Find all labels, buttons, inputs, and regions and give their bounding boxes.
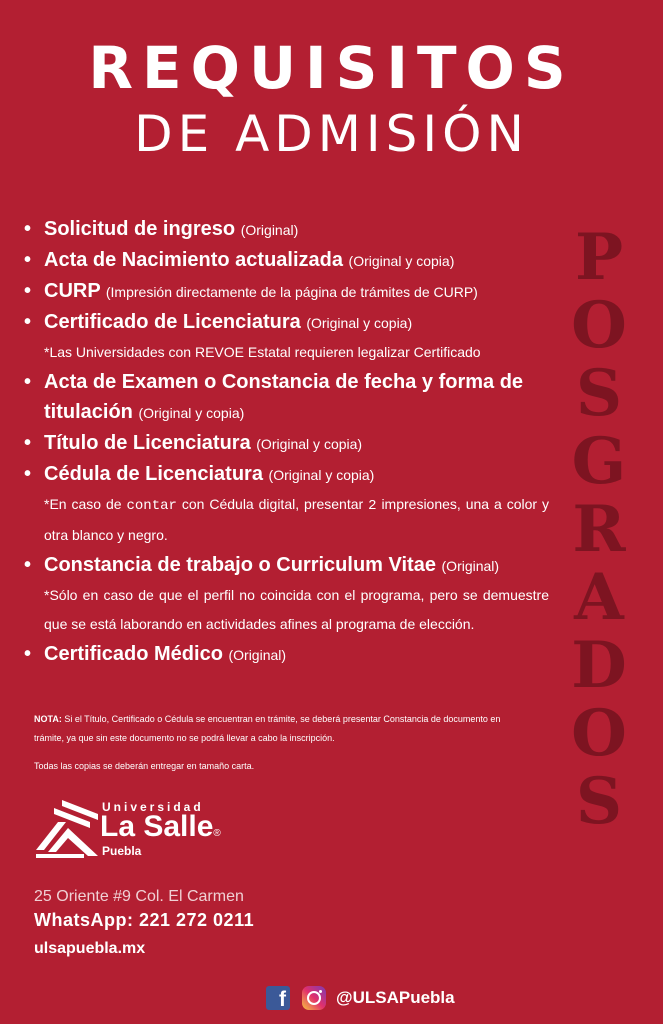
requirement-item xyxy=(24,276,549,307)
requirement-label: Acta de Examen o Constancia de fecha y forma de titulación xyxy=(44,371,524,423)
website-link[interactable]: ulsapuebla.mx xyxy=(34,940,146,957)
facebook-icon[interactable]: f xyxy=(266,986,290,1010)
requirement-label: Certificado Médico xyxy=(44,643,223,665)
instagram-icon[interactable] xyxy=(302,986,326,1010)
requirement-note: (Original y copia) xyxy=(138,405,245,421)
social-handle[interactable]: @ULSAPuebla xyxy=(336,988,455,1007)
copias-footnote: Todas las copias se deberán entregar en tamaño carta. xyxy=(34,761,255,771)
nota-text: Si el Título, Certificado o Cédula se encuentran en trámite, se deberá presentar Constancia de documento en trámite, ya que sin este documento no se podrá llevar a cabo la inscripción. xyxy=(34,714,501,743)
requirement-note: (Original) xyxy=(441,558,500,574)
requirement-note: (Original y copia) xyxy=(268,467,375,483)
subnote-emphasis: contar xyxy=(126,498,177,514)
side-letter: O xyxy=(571,696,627,771)
la-salle-logo-icon xyxy=(36,800,98,858)
requirement-item xyxy=(24,550,549,581)
requirements-list xyxy=(24,214,549,670)
subnote-emphasis: 2 xyxy=(368,498,377,514)
requirement-item xyxy=(24,245,549,276)
requirement-label: CURP xyxy=(44,280,101,302)
address: 25 Oriente #9 Col. El Carmen xyxy=(34,888,244,905)
side-letter: P xyxy=(574,220,624,295)
requirement-note: (Original) xyxy=(240,222,299,238)
registered-mark: ® xyxy=(213,828,221,839)
requirement-item xyxy=(24,307,549,338)
subnote-text: con Cédula digital, presentar xyxy=(176,496,369,512)
side-letter: D xyxy=(571,628,627,703)
title-de-admision: DE ADMISIÓN xyxy=(134,105,529,163)
requirement-item xyxy=(24,459,549,490)
logo-puebla: Puebla xyxy=(102,844,142,858)
requirement-label: Constancia de trabajo o Curriculum Vitae xyxy=(44,554,436,576)
title-requisitos: REQUISITOS xyxy=(88,34,575,102)
posgrados-vertical-text xyxy=(558,220,640,839)
requirement-subnote: *Sólo en caso de que el perfil no coincida con el programa, pero se demuestre que se está laborando en actividades afines al programa de elección. xyxy=(44,587,549,632)
subnote-text: *En caso de xyxy=(44,496,127,512)
side-letter: S xyxy=(575,356,623,431)
social-links xyxy=(266,984,455,1012)
subnote-text: impresiones, una a color y otra blanco y negro. xyxy=(44,496,549,543)
requirement-note: (Original y copia) xyxy=(256,436,363,452)
requirement-item xyxy=(24,428,549,459)
requirement-label: Acta de Nacimiento actualizada xyxy=(44,249,343,271)
side-letter: A xyxy=(574,560,624,635)
side-letter: G xyxy=(571,424,627,499)
requirement-note: (Impresión directamente de la página de trámites de CURP) xyxy=(105,284,478,300)
la-salle-logo xyxy=(36,800,246,860)
side-letter: S xyxy=(575,764,623,839)
requirement-subnote xyxy=(24,490,549,550)
requirement-label: Certificado de Licenciatura xyxy=(44,311,301,333)
logo-name-text: La Salle xyxy=(100,810,214,843)
requirement-note: (Original y copia) xyxy=(348,253,455,269)
requirement-subnote: *Las Universidades con REVOE Estatal requieren legalizar Certificado xyxy=(44,344,481,360)
requirement-item xyxy=(24,214,549,245)
requirement-label: Cédula de Licenciatura xyxy=(44,463,263,485)
requirement-item xyxy=(24,367,549,428)
requirement-note: (Original) xyxy=(228,647,287,663)
side-letter: R xyxy=(572,492,626,567)
whatsapp-number: WhatsApp: 221 272 0211 xyxy=(34,910,255,930)
nota-footnote xyxy=(34,710,524,748)
requirement-item xyxy=(24,639,549,670)
requirement-label: Título de Licenciatura xyxy=(44,432,251,454)
requirement-label: Solicitud de ingreso xyxy=(44,218,236,240)
requirement-note: (Original y copia) xyxy=(306,315,413,331)
nota-label: NOTA: xyxy=(34,714,62,724)
side-letter: O xyxy=(571,288,627,363)
logo-universidad: Universidad xyxy=(102,800,204,814)
